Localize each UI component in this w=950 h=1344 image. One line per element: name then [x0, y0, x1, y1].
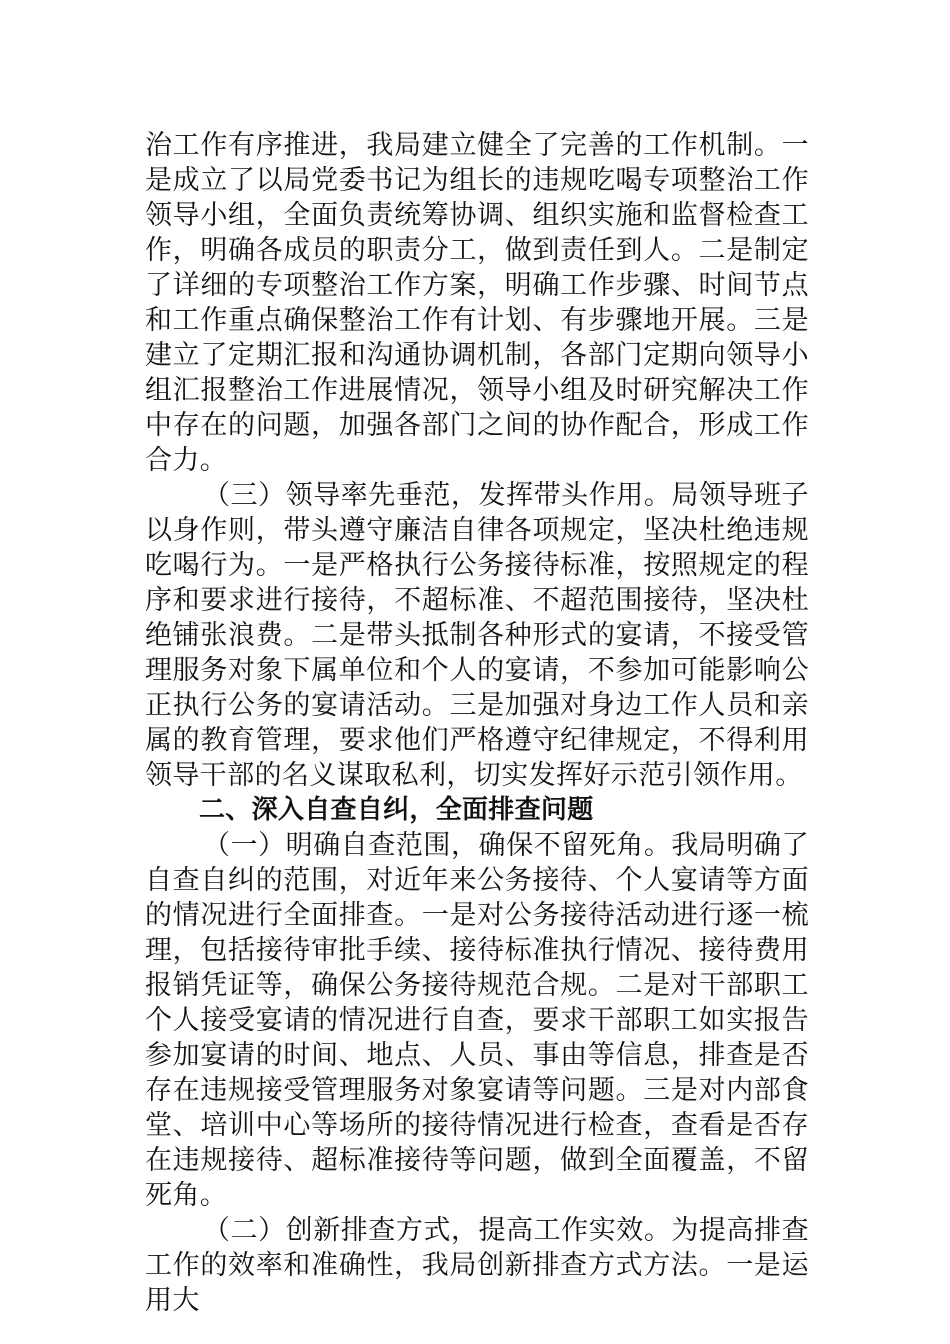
paragraph-leadership-example: （三）领导率先垂范，发挥带头作用。局领导班子以身作则，带头遵守廉洁自律各项规定，坚决杜绝违规吃喝行为。一是严格执行公务接待标准，按照规定的程序和要求进行接待，不超标准、不超范围接待，坚决杜绝铺张浪费。二是带头抵制各种形式的宴请，不接受管理服务对象下属单位和个人的宴请，不参加可能影响公正执行公务的宴请活动。三是加强对身边工作人员和亲属的教育管理，要求他们严格遵守纪律规定，不得利用领导干部的名义谋取私利，切实发挥好示范引领作用。	[145, 480, 809, 791]
document-page	[145, 128, 809, 1318]
paragraph-inspection-scope: （一）明确自查范围，确保不留死角。我局明确了自查自纠的范围，对近年来公务接待、个人宴请等方面的情况进行全面排查。一是对公务接待活动进行逐一梳理，包括接待审批手续、接待标准执行情况、接待费用报销凭证等，确保公务接待规范合规。二是对干部职工个人接受宴请的情况进行自查，要求干部职工如实报告参加宴请的时间、地点、人员、事由等信息，排查是否存在违规接受管理服务对象宴请等问题。三是对内部食堂、培训中心等场所的接待情况进行检查，查看是否存在违规接待、超标准接待等问题，做到全面覆盖，不留死角。	[145, 830, 809, 1211]
paragraph-work-mechanism: 治工作有序推进，我局建立健全了完善的工作机制。一是成立了以局党委书记为组长的违规吃喝专项整治工作领导小组，全面负责统筹协调、组织实施和监督检查工作，明确各成员的职责分工，做到责任到人。二是制定了详细的专项整治工作方案，明确工作步骤、时间节点和工作重点确保整治工作有计划、有步骤地开展。三是建立了定期汇报和沟通协调机制，各部门定期向领导小组汇报整治工作进展情况，领导小组及时研究解决工作中存在的问题，加强各部门之间的协作配合，形成工作合力。	[145, 130, 809, 476]
section-heading-self-inspection: 二、深入自查自纠，全面排查问题	[199, 795, 594, 825]
paragraph-inspection-methods: （二）创新排查方式，提高工作实效。为提高排查工作的效率和准确性，我局创新排查方式方法。一是运用大	[145, 1215, 809, 1316]
